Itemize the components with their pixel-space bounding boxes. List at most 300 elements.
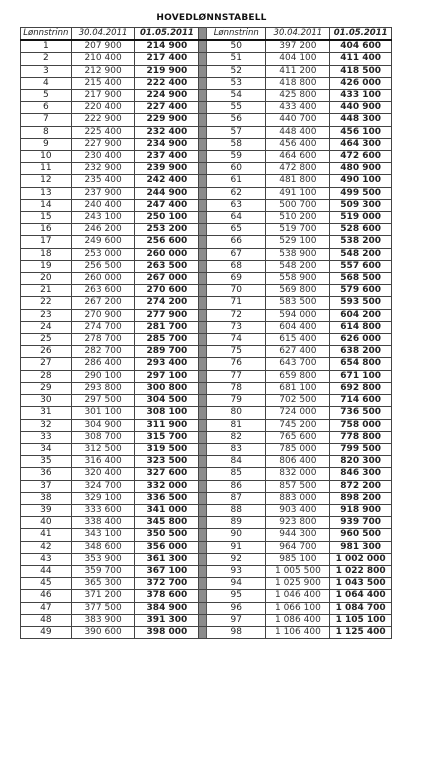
column-separator (199, 187, 207, 199)
cell-salary-old-right: 594 000 (266, 309, 330, 321)
cell-salary-old-left: 215 400 (71, 77, 135, 89)
header-date-new-left: 01.05.2011 (135, 28, 199, 41)
cell-salary-new-left: 311 900 (135, 419, 199, 431)
cell-salary-new-left: 384 900 (135, 602, 199, 614)
cell-salary-new-right: 568 500 (330, 273, 392, 285)
cell-step-left: 44 (21, 565, 72, 577)
cell-salary-old-right: 510 200 (266, 212, 330, 224)
cell-step-right: 72 (207, 309, 266, 321)
cell-step-right: 63 (207, 199, 266, 211)
table-row (21, 138, 392, 150)
column-separator (199, 260, 207, 272)
cell-salary-old-left: 243 100 (71, 212, 135, 224)
cell-salary-old-left: 365 300 (71, 578, 135, 590)
cell-salary-old-left: 267 200 (71, 297, 135, 309)
cell-salary-old-right: 1 046 400 (266, 590, 330, 602)
cell-salary-old-left: 207 900 (71, 40, 135, 53)
table-row (21, 321, 392, 333)
cell-salary-new-left: 356 000 (135, 541, 199, 553)
cell-salary-new-left: 341 000 (135, 504, 199, 516)
cell-step-right: 81 (207, 419, 266, 431)
cell-salary-old-left: 333 600 (71, 504, 135, 516)
cell-salary-new-right: 548 200 (330, 248, 392, 260)
cell-step-left: 28 (21, 370, 72, 382)
cell-salary-old-left: 225 400 (71, 126, 135, 138)
cell-salary-new-left: 239 900 (135, 163, 199, 175)
cell-salary-old-right: 765 600 (266, 431, 330, 443)
cell-step-left: 41 (21, 529, 72, 541)
cell-step-left: 20 (21, 273, 72, 285)
column-separator (199, 224, 207, 236)
cell-salary-old-left: 278 700 (71, 334, 135, 346)
cell-salary-old-right: 615 400 (266, 334, 330, 346)
cell-step-left: 46 (21, 590, 72, 602)
cell-step-left: 32 (21, 419, 72, 431)
cell-salary-new-right: 1 125 400 (330, 626, 392, 638)
column-separator (199, 468, 207, 480)
cell-salary-new-left: 263 500 (135, 260, 199, 272)
table-row (21, 175, 392, 187)
table-row (21, 65, 392, 77)
cell-step-right: 84 (207, 456, 266, 468)
cell-step-right: 92 (207, 553, 266, 565)
cell-salary-old-right: 481 800 (266, 175, 330, 187)
cell-salary-new-right: 593 500 (330, 297, 392, 309)
cell-salary-old-left: 217 900 (71, 90, 135, 102)
cell-salary-old-left: 290 100 (71, 370, 135, 382)
table-row (21, 443, 392, 455)
cell-salary-new-left: 327 600 (135, 468, 199, 480)
column-separator (199, 309, 207, 321)
cell-step-left: 30 (21, 395, 72, 407)
table-row (21, 90, 392, 102)
table-row (21, 187, 392, 199)
cell-salary-old-right: 643 700 (266, 358, 330, 370)
column-separator (199, 90, 207, 102)
cell-salary-new-left: 227 400 (135, 102, 199, 114)
cell-step-left: 9 (21, 138, 72, 150)
header-date-old-left: 30.04.2011 (71, 28, 135, 41)
cell-step-left: 49 (21, 626, 72, 638)
cell-salary-new-right: 778 800 (330, 431, 392, 443)
cell-salary-new-left: 253 200 (135, 224, 199, 236)
cell-step-left: 47 (21, 602, 72, 614)
column-separator (199, 419, 207, 431)
cell-step-right: 83 (207, 443, 266, 455)
table-row (21, 212, 392, 224)
cell-salary-old-right: 538 900 (266, 248, 330, 260)
cell-step-right: 95 (207, 590, 266, 602)
cell-step-right: 73 (207, 321, 266, 333)
column-separator (199, 236, 207, 248)
cell-salary-new-left: 398 000 (135, 626, 199, 638)
cell-step-right: 64 (207, 212, 266, 224)
column-separator (199, 602, 207, 614)
table-row (21, 382, 392, 394)
cell-salary-new-right: 579 600 (330, 285, 392, 297)
cell-salary-old-left: 353 900 (71, 553, 135, 565)
cell-salary-old-right: 1 025 900 (266, 578, 330, 590)
cell-salary-new-right: 411 400 (330, 53, 392, 65)
column-separator (199, 480, 207, 492)
column-separator (199, 529, 207, 541)
column-separator (199, 151, 207, 163)
table-row (21, 102, 392, 114)
column-separator (199, 114, 207, 126)
cell-salary-old-right: 724 000 (266, 407, 330, 419)
table-row (21, 480, 392, 492)
cell-step-left: 17 (21, 236, 72, 248)
table-row (21, 334, 392, 346)
cell-salary-old-right: 1 106 400 (266, 626, 330, 638)
cell-salary-old-right: 519 700 (266, 224, 330, 236)
cell-salary-old-left: 359 700 (71, 565, 135, 577)
cell-salary-new-right: 1 002 000 (330, 553, 392, 565)
cell-salary-old-left: 371 200 (71, 590, 135, 602)
cell-step-left: 25 (21, 334, 72, 346)
column-separator (199, 504, 207, 516)
cell-step-right: 79 (207, 395, 266, 407)
cell-step-right: 85 (207, 468, 266, 480)
cell-salary-new-left: 274 200 (135, 297, 199, 309)
cell-salary-new-right: 898 200 (330, 492, 392, 504)
table-row (21, 517, 392, 529)
cell-salary-new-right: 557 600 (330, 260, 392, 272)
cell-salary-new-left: 367 100 (135, 565, 199, 577)
cell-salary-old-left: 270 900 (71, 309, 135, 321)
cell-salary-new-left: 293 400 (135, 358, 199, 370)
cell-step-right: 51 (207, 53, 266, 65)
column-separator (199, 382, 207, 394)
cell-step-right: 93 (207, 565, 266, 577)
cell-salary-old-left: 312 500 (71, 443, 135, 455)
cell-salary-new-left: 304 500 (135, 395, 199, 407)
cell-salary-old-right: 1 005 500 (266, 565, 330, 577)
cell-step-left: 19 (21, 260, 72, 272)
cell-salary-new-left: 232 400 (135, 126, 199, 138)
cell-salary-new-left: 237 400 (135, 151, 199, 163)
cell-step-left: 13 (21, 187, 72, 199)
table-row (21, 590, 392, 602)
cell-step-left: 11 (21, 163, 72, 175)
cell-salary-new-right: 472 600 (330, 151, 392, 163)
table-row (21, 565, 392, 577)
cell-salary-new-left: 300 800 (135, 382, 199, 394)
cell-salary-old-right: 472 800 (266, 163, 330, 175)
cell-salary-old-right: 448 400 (266, 126, 330, 138)
cell-step-left: 43 (21, 553, 72, 565)
column-separator (199, 163, 207, 175)
table-row (21, 114, 392, 126)
column-separator (199, 407, 207, 419)
cell-salary-new-right: 456 100 (330, 126, 392, 138)
cell-salary-new-right: 1 084 700 (330, 602, 392, 614)
table-row (21, 248, 392, 260)
cell-step-right: 82 (207, 431, 266, 443)
cell-salary-new-left: 281 700 (135, 321, 199, 333)
cell-salary-old-right: 964 700 (266, 541, 330, 553)
column-separator (199, 626, 207, 638)
column-separator (199, 578, 207, 590)
cell-salary-old-left: 240 400 (71, 199, 135, 211)
cell-salary-old-left: 232 900 (71, 163, 135, 175)
table-row (21, 468, 392, 480)
cell-salary-old-left: 338 400 (71, 517, 135, 529)
cell-salary-old-left: 249 600 (71, 236, 135, 248)
cell-salary-old-right: 903 400 (266, 504, 330, 516)
cell-step-right: 59 (207, 151, 266, 163)
cell-salary-new-right: 736 500 (330, 407, 392, 419)
table-row (21, 151, 392, 163)
cell-step-left: 6 (21, 102, 72, 114)
column-separator (199, 212, 207, 224)
cell-salary-new-left: 217 400 (135, 53, 199, 65)
cell-salary-new-right: 872 200 (330, 480, 392, 492)
cell-step-right: 80 (207, 407, 266, 419)
cell-salary-old-right: 558 900 (266, 273, 330, 285)
cell-salary-old-left: 293 800 (71, 382, 135, 394)
table-row (21, 346, 392, 358)
cell-salary-old-left: 246 200 (71, 224, 135, 236)
cell-salary-old-right: 411 200 (266, 65, 330, 77)
cell-step-right: 53 (207, 77, 266, 89)
cell-step-right: 98 (207, 626, 266, 638)
cell-salary-new-left: 332 000 (135, 480, 199, 492)
cell-step-left: 5 (21, 90, 72, 102)
cell-step-left: 39 (21, 504, 72, 516)
cell-salary-new-right: 714 600 (330, 395, 392, 407)
column-separator (199, 126, 207, 138)
cell-step-left: 36 (21, 468, 72, 480)
cell-step-right: 54 (207, 90, 266, 102)
cell-salary-old-right: 659 800 (266, 370, 330, 382)
cell-salary-new-left: 256 600 (135, 236, 199, 248)
cell-step-right: 96 (207, 602, 266, 614)
cell-step-right: 56 (207, 114, 266, 126)
cell-salary-new-right: 626 000 (330, 334, 392, 346)
cell-salary-old-right: 418 800 (266, 77, 330, 89)
column-separator (199, 395, 207, 407)
cell-step-right: 88 (207, 504, 266, 516)
cell-salary-old-right: 529 100 (266, 236, 330, 248)
cell-salary-old-left: 286 400 (71, 358, 135, 370)
cell-salary-old-left: 256 500 (71, 260, 135, 272)
column-separator (199, 297, 207, 309)
cell-salary-old-left: 329 100 (71, 492, 135, 504)
cell-step-left: 10 (21, 151, 72, 163)
table-row (21, 407, 392, 419)
table-row (21, 419, 392, 431)
cell-step-left: 8 (21, 126, 72, 138)
cell-salary-new-left: 372 700 (135, 578, 199, 590)
cell-salary-old-right: 500 700 (266, 199, 330, 211)
cell-step-right: 57 (207, 126, 266, 138)
cell-salary-old-right: 681 100 (266, 382, 330, 394)
cell-salary-old-right: 433 400 (266, 102, 330, 114)
table-row (21, 236, 392, 248)
cell-salary-old-right: 985 100 (266, 553, 330, 565)
cell-salary-new-left: 229 900 (135, 114, 199, 126)
cell-salary-new-right: 538 200 (330, 236, 392, 248)
cell-step-right: 52 (207, 65, 266, 77)
cell-salary-new-left: 323 500 (135, 456, 199, 468)
cell-step-left: 42 (21, 541, 72, 553)
cell-step-right: 94 (207, 578, 266, 590)
column-separator (199, 443, 207, 455)
cell-salary-old-left: 301 100 (71, 407, 135, 419)
cell-salary-new-right: 758 000 (330, 419, 392, 431)
cell-step-left: 22 (21, 297, 72, 309)
cell-salary-old-left: 383 900 (71, 614, 135, 626)
cell-salary-old-left: 263 600 (71, 285, 135, 297)
salary-table (20, 27, 392, 639)
cell-salary-old-right: 745 200 (266, 419, 330, 431)
table-row (21, 53, 392, 65)
cell-salary-new-right: 939 700 (330, 517, 392, 529)
cell-salary-new-left: 345 800 (135, 517, 199, 529)
cell-step-right: 97 (207, 614, 266, 626)
cell-salary-new-left: 270 600 (135, 285, 199, 297)
table-row (21, 285, 392, 297)
table-row (21, 199, 392, 211)
cell-step-right: 67 (207, 248, 266, 260)
table-row (21, 309, 392, 321)
cell-salary-new-right: 846 300 (330, 468, 392, 480)
column-separator (199, 517, 207, 529)
table-row (21, 602, 392, 614)
cell-salary-old-left: 230 400 (71, 151, 135, 163)
cell-step-right: 60 (207, 163, 266, 175)
cell-step-left: 24 (21, 321, 72, 333)
cell-step-left: 26 (21, 346, 72, 358)
cell-step-left: 1 (21, 40, 72, 53)
cell-salary-new-left: 267 000 (135, 273, 199, 285)
cell-salary-old-right: 456 400 (266, 138, 330, 150)
cell-step-left: 12 (21, 175, 72, 187)
cell-salary-new-right: 418 500 (330, 65, 392, 77)
cell-step-right: 50 (207, 40, 266, 53)
cell-step-right: 90 (207, 529, 266, 541)
column-separator (199, 65, 207, 77)
cell-salary-new-right: 638 200 (330, 346, 392, 358)
cell-salary-new-left: 391 300 (135, 614, 199, 626)
cell-salary-old-right: 785 000 (266, 443, 330, 455)
cell-salary-old-right: 491 100 (266, 187, 330, 199)
cell-salary-old-right: 548 200 (266, 260, 330, 272)
cell-salary-old-right: 944 300 (266, 529, 330, 541)
cell-salary-new-right: 433 100 (330, 90, 392, 102)
header-step-right: Lønnstrinn (207, 28, 266, 41)
cell-salary-new-right: 671 100 (330, 370, 392, 382)
cell-salary-new-right: 799 500 (330, 443, 392, 455)
column-separator (199, 553, 207, 565)
cell-salary-new-left: 336 500 (135, 492, 199, 504)
cell-salary-new-right: 440 900 (330, 102, 392, 114)
cell-step-left: 45 (21, 578, 72, 590)
column-separator (199, 102, 207, 114)
cell-salary-new-left: 222 400 (135, 77, 199, 89)
cell-salary-new-left: 350 500 (135, 529, 199, 541)
cell-salary-new-right: 499 500 (330, 187, 392, 199)
column-separator (199, 565, 207, 577)
column-separator (199, 334, 207, 346)
cell-salary-old-right: 627 400 (266, 346, 330, 358)
header-date-new-right: 01.05.2011 (330, 28, 392, 41)
cell-salary-old-left: 227 900 (71, 138, 135, 150)
table-row (21, 163, 392, 175)
cell-salary-new-left: 244 900 (135, 187, 199, 199)
cell-salary-old-right: 569 800 (266, 285, 330, 297)
cell-salary-old-right: 1 066 100 (266, 602, 330, 614)
cell-salary-old-right: 425 800 (266, 90, 330, 102)
cell-salary-new-right: 509 300 (330, 199, 392, 211)
cell-salary-new-right: 692 800 (330, 382, 392, 394)
cell-step-left: 4 (21, 77, 72, 89)
column-separator (199, 248, 207, 260)
table-row (21, 456, 392, 468)
cell-step-left: 27 (21, 358, 72, 370)
cell-salary-new-right: 918 900 (330, 504, 392, 516)
column-separator (199, 199, 207, 211)
cell-step-right: 55 (207, 102, 266, 114)
column-separator (199, 40, 207, 53)
cell-salary-old-right: 806 400 (266, 456, 330, 468)
column-separator (199, 175, 207, 187)
cell-step-right: 61 (207, 175, 266, 187)
cell-step-right: 89 (207, 517, 266, 529)
cell-step-right: 70 (207, 285, 266, 297)
cell-salary-old-left: 212 900 (71, 65, 135, 77)
column-separator (199, 28, 207, 41)
cell-salary-new-right: 604 200 (330, 309, 392, 321)
cell-salary-new-left: 378 600 (135, 590, 199, 602)
cell-salary-old-right: 702 500 (266, 395, 330, 407)
cell-salary-new-right: 448 300 (330, 114, 392, 126)
cell-salary-old-right: 404 100 (266, 53, 330, 65)
cell-step-left: 29 (21, 382, 72, 394)
cell-salary-old-right: 832 000 (266, 468, 330, 480)
cell-salary-old-right: 923 800 (266, 517, 330, 529)
cell-salary-old-left: 324 700 (71, 480, 135, 492)
cell-salary-new-right: 1 022 800 (330, 565, 392, 577)
table-body (21, 40, 392, 638)
cell-salary-new-right: 981 300 (330, 541, 392, 553)
cell-salary-new-right: 1 064 400 (330, 590, 392, 602)
table-row (21, 77, 392, 89)
cell-step-right: 76 (207, 358, 266, 370)
cell-step-left: 18 (21, 248, 72, 260)
cell-salary-new-right: 404 600 (330, 40, 392, 53)
cell-salary-old-left: 320 400 (71, 468, 135, 480)
cell-step-right: 62 (207, 187, 266, 199)
header-date-old-right: 30.04.2011 (266, 28, 330, 41)
cell-salary-old-right: 883 000 (266, 492, 330, 504)
cell-salary-old-left: 220 400 (71, 102, 135, 114)
cell-salary-old-left: 210 400 (71, 53, 135, 65)
cell-step-left: 35 (21, 456, 72, 468)
column-separator (199, 431, 207, 443)
cell-salary-old-left: 304 900 (71, 419, 135, 431)
cell-salary-new-right: 480 900 (330, 163, 392, 175)
cell-salary-old-left: 260 000 (71, 273, 135, 285)
cell-salary-old-left: 390 600 (71, 626, 135, 638)
column-separator (199, 285, 207, 297)
cell-salary-new-right: 820 300 (330, 456, 392, 468)
cell-salary-new-right: 464 300 (330, 138, 392, 150)
cell-salary-new-left: 219 900 (135, 65, 199, 77)
cell-step-left: 16 (21, 224, 72, 236)
cell-salary-new-left: 234 900 (135, 138, 199, 150)
